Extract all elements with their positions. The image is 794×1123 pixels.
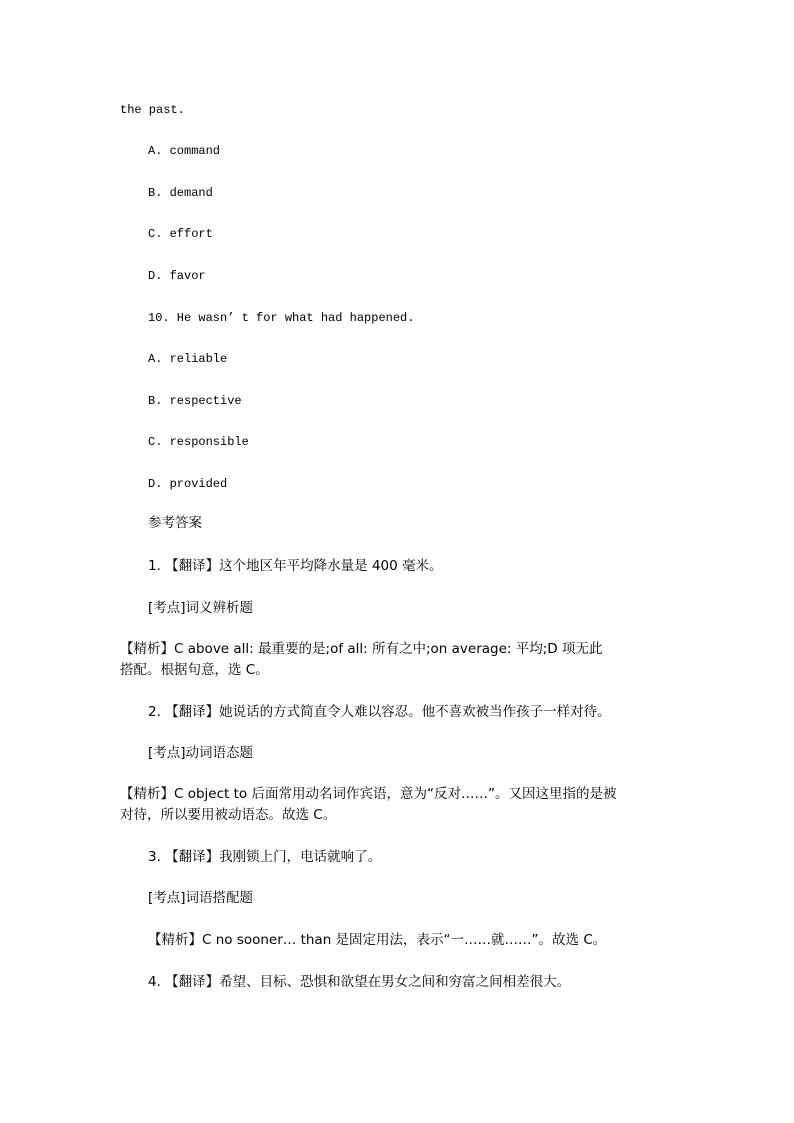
option-d: D. favor	[148, 269, 206, 283]
answer-4-translation: 4. 【翻译】希望、目标、恐惧和欲望在男女之间和穷富之间相差很大。	[148, 974, 571, 990]
answer-2-topic: [考点]动词语态题	[148, 745, 254, 761]
option-c: C. responsible	[148, 435, 249, 449]
answer-key-heading: 参考答案	[148, 515, 202, 531]
answer-2-analysis-line-2: 对待，所以要用被动语态。故选 C。	[120, 807, 337, 823]
answer-3-analysis: 【精析】C no sooner… than 是固定用法，表示“一……就……”。故选 C。	[148, 932, 607, 948]
answer-3-topic: [考点]词语搭配题	[148, 890, 254, 906]
option-c: C. effort	[148, 227, 213, 241]
answer-1-analysis-line-1: 【精析】C above all: 最重要的是;of all: 所有之中;on average: 平均;D 项无此	[120, 641, 603, 657]
answer-1-translation: 1. 【翻译】这个地区年平均降水量是 400 毫米。	[148, 558, 443, 574]
question-stem-continuation: the past.	[120, 103, 185, 117]
option-a: A. command	[148, 144, 221, 158]
question-10-stem: 10. He wasn’ t for what had happened.	[148, 311, 415, 325]
option-b: B. demand	[148, 186, 213, 200]
answer-3-translation: 3. 【翻译】我刚锁上门，电话就响了。	[148, 849, 382, 865]
option-b: B. respective	[148, 394, 242, 408]
answer-2-translation: 2. 【翻译】她说话的方式简直令人难以容忍。他不喜欢被当作孩子一样对待。	[148, 704, 611, 720]
option-d: D. provided	[148, 477, 228, 491]
answer-1-analysis-line-2: 搭配。根据句意，选 C。	[120, 662, 269, 678]
option-a: A. reliable	[148, 352, 228, 366]
answer-2-analysis-line-1: 【精析】C object to 后面常用动名词作宾语，意为“反对……”。又因这里指的是被	[120, 786, 617, 802]
answer-1-topic: [考点]词义辨析题	[148, 600, 254, 616]
